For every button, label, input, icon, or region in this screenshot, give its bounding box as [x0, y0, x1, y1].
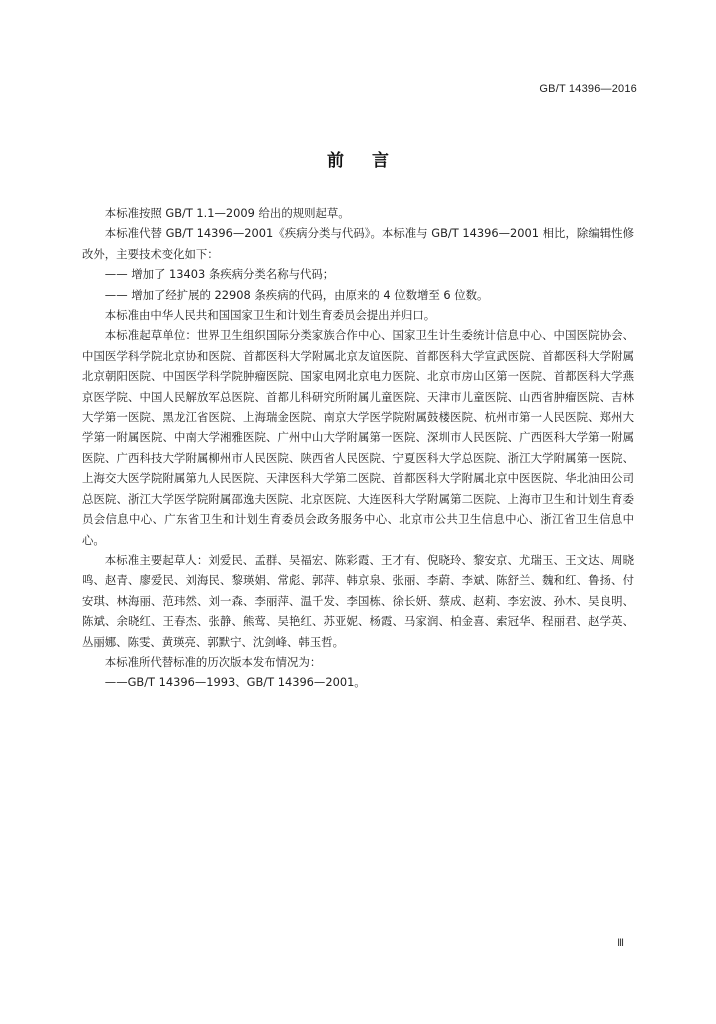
page-number: Ⅲ	[617, 938, 624, 949]
document-body	[82, 203, 634, 693]
change-item: —— 增加了经扩展的 22908 条疾病的代码，由原来的 4 位数增至 6 位数。	[104, 287, 489, 302]
paragraph-replacement: 本标准代替 GB/T 14396—2001《疾病分类与代码》。本标准与 GB/T 14396—2001 相比，除编辑性修改外，主要技术变化如下：	[82, 226, 634, 261]
paragraph-history-intro: 本标准所代替标准的历次版本发布情况为：	[104, 654, 322, 669]
paragraph-proposer: 本标准由中华人民共和国国家卫生和计划生育委员会提出并归口。	[104, 308, 436, 323]
paragraph-drafting-units: 本标准起草单位：世界卫生组织国际分类家族合作中心、国家卫生计生委统计信息中心、中国医院协会、中国医学科学院北京协和医院、首都医科大学附属北京友谊医院、首都医科大学宣武医院、首都医科大学附属北京朝阳医院、中国医学科学院肿瘤医院、国家电网北京电力医院、北京市房山区第一医院、首都医科大学燕京医学院、中国人民解放军总医院、首都儿科研究所附属儿童医院、天津市儿童医院、山西省肿瘤医院、吉林大学第一医院、黑龙江省医院、上海瑞金医院、南京大学医学院附属鼓楼医院、杭州市第一人民医院、郑州大学第一附属医院、中南大学湘雅医院、广州中山大学附属第一医院、深圳市人民医院、广西医科大学第一附属医院、广西科技大学附属柳州市人民医院、陕西省人民医院、宁夏医科大学总医院、浙江大学附属第一医院、上海交大医学院附属第九人民医院、天津医科大学第二医院、首都医科大学附属北京中医医院、华北油田公司总医院、浙江大学医学院附属邵逸夫医院、北京医院、大连医科大学附属第二医院、上海市卫生和计划生育委员会信息中心、广东省卫生和计划生育委员会政务服务中心、北京市公共卫生信息中心、浙江省卫生信息中心。	[82, 328, 634, 547]
paragraph-drafters: 本标准主要起草人：刘爱民、孟群、吴福宏、陈彩霞、王才有、倪晓玲、黎安京、尤瑞玉、王文达、周晓鸣、赵青、廖爱民、刘海民、黎瑛娟、常彪、郭萍、韩京泉、张丽、李蔚、李斌、陈舒兰、魏和红、鲁扬、付安琪、林海丽、范玮然、刘一森、李丽萍、温千发、李国栋、徐长妍、蔡成、赵莉、李宏波、孙木、吴良明、陈斌、余晓红、王春杰、张静、熊莺、吴艳红、苏亚妮、杨霞、马家润、柏金喜、索冠华、程丽君、赵学英、丛丽娜、陈雯、黄瑛亮、郭默宁、沈剑峰、韩玉哲。	[82, 552, 634, 649]
standard-code: GB/T 14396—2016	[539, 83, 637, 95]
page-title: 前言	[327, 151, 417, 171]
paragraph-drafting-rules: 本标准按照 GB/T 1.1—2009 给出的规则起草。	[104, 206, 350, 220]
change-item: —— 增加了 13403 条疾病分类名称与代码；	[104, 267, 335, 282]
paragraph-history-list: ——GB/T 14396—1993、GB/T 14396—2001。	[104, 675, 366, 690]
